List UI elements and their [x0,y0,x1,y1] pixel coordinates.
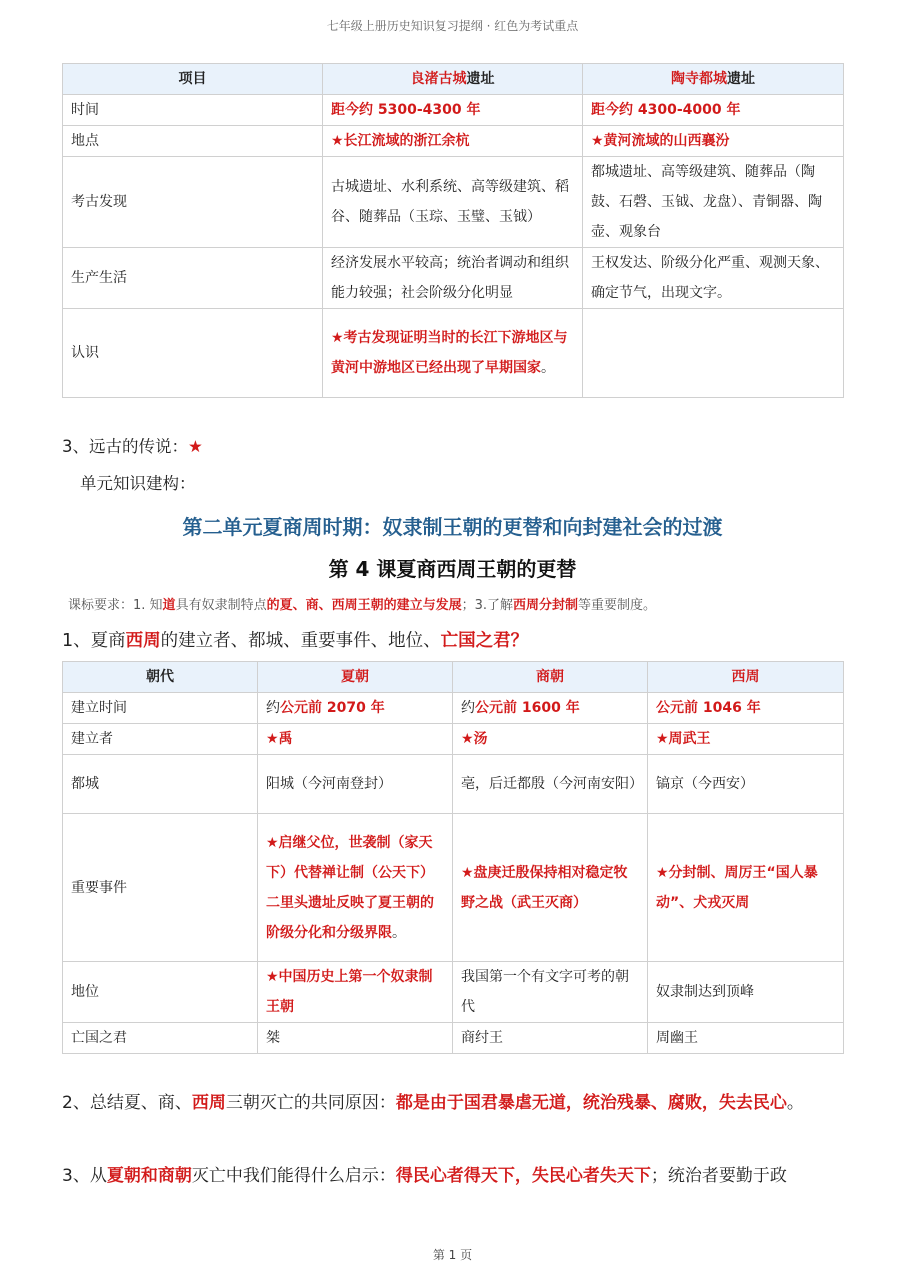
row-label: 时间 [63,95,323,126]
cell: 我国第一个有文字可考的朝代 [453,962,648,1023]
header-shang: 商朝 [453,662,648,693]
cell: ★盘庚迁殷保持相对稳定牧野之战（武王灭商） [453,814,648,962]
question-3: 3、从夏朝和商朝灭亡中我们能得什么启示：得民心者得天下，失民心者失天下；统治者要勤于政 [62,1166,787,1186]
cell: 奴隶制达到顶峰 [648,962,844,1023]
header-taosi: 陶寺都城遗址 [583,64,844,95]
cell: ★启继父位，世袭制（家天下）代替禅让制（公天下） 二里头遗址反映了夏王朝的阶级分化和分级界限。 [258,814,453,962]
cell: ★黄河流域的山西襄汾 [583,126,844,157]
table-row [63,724,844,755]
site-comparison-table [62,63,844,398]
page-header: 七年级上册历史知识复习提纲 · 红色为考试重点 [326,19,579,33]
table-row [63,309,844,398]
cell: 阳城（今河南登封） [258,755,453,814]
table-row [63,95,844,126]
legend-line: 3、远古的传说：★ [62,437,203,456]
row-label: 都城 [63,755,258,814]
row-label: 考古发现 [63,157,323,248]
header-item: 项目 [63,64,323,95]
table-row [63,126,844,157]
cell: 桀 [258,1023,453,1054]
table-row [63,814,844,962]
curriculum-requirement: 课标要求：1. 知道具有奴隶制特点的夏、商、西周王朝的建立与发展；3.了解西周分封制等重要制度。 [68,598,657,613]
row-label: 建立者 [63,724,258,755]
cell: ★考古发现证明当时的长江下游地区与黄河中游地区已经出现了早期国家。 [323,309,583,398]
star-icon: ★ [188,437,203,456]
page-number: 第 1 页 [432,1248,473,1262]
row-label: 认识 [63,309,323,398]
cell: 商纣王 [453,1023,648,1054]
cell: 公元前 1046 年 [648,693,844,724]
row-label: 亡国之君 [63,1023,258,1054]
cell [583,309,844,398]
table-row [63,248,844,309]
header-xizhou: 西周 [648,662,844,693]
unit-build-label: 单元知识建构： [80,474,196,493]
table-row [63,1023,844,1054]
cell: ★分封制、周厉王“国人暴动”、犬戎灭周 [648,814,844,962]
table-row [63,157,844,248]
cell: 距今约 5300-4300 年 [323,95,583,126]
cell: ★周武王 [648,724,844,755]
cell: ★长江流域的浙江余杭 [323,126,583,157]
table-row [63,755,844,814]
table-row [63,962,844,1023]
cell: 约公元前 1600 年 [453,693,648,724]
table-row [63,693,844,724]
cell: 距今约 4300-4000 年 [583,95,844,126]
cell: ★禹 [258,724,453,755]
table-header-row [63,64,844,95]
cell: 古城遗址、水利系统、高等级建筑、稻谷、随葬品（玉琮、玉璧、玉钺） [323,157,583,248]
header-xia: 夏朝 [258,662,453,693]
cell: 经济发展水平较高；统治者调动和组织能力较强；社会阶级分化明显 [323,248,583,309]
cell: 王权发达、阶级分化严重、观测天象、确定节气，出现文字。 [583,248,844,309]
cell: 约公元前 2070 年 [258,693,453,724]
dynasty-table [62,661,844,1054]
header-liangzhu: 良渚古城遗址 [323,64,583,95]
row-label: 重要事件 [63,814,258,962]
question-1: 1、夏商西周的建立者、都城、重要事件、地位、亡国之君？ [62,631,529,651]
table-header-row [63,662,844,693]
unit-title: 第二单元夏商周时期：奴隶制王朝的更替和向封建社会的过渡 [182,515,723,539]
row-label: 地位 [63,962,258,1023]
row-label: 地点 [63,126,323,157]
question-2: 2、总结夏、商、西周三朝灭亡的共同原因：都是由于国君暴虐无道，统治残暴、腐败，失去民心。 [62,1093,804,1113]
row-label: 建立时间 [63,693,258,724]
cell: 镐京（今西安） [648,755,844,814]
row-label: 生产生活 [63,248,323,309]
cell: ★中国历史上第一个奴隶制王朝 [258,962,453,1023]
cell: 周幽王 [648,1023,844,1054]
lesson-title: 第 4 课夏商西周王朝的更替 [328,557,577,581]
header-dynasty: 朝代 [63,662,258,693]
cell: ★汤 [453,724,648,755]
cell: 都城遗址、高等级建筑、随葬品（陶鼓、石磬、玉钺、龙盘）、青铜器、陶壶、观象台 [583,157,844,248]
cell: 亳，后迁都殷（今河南安阳） [453,755,648,814]
